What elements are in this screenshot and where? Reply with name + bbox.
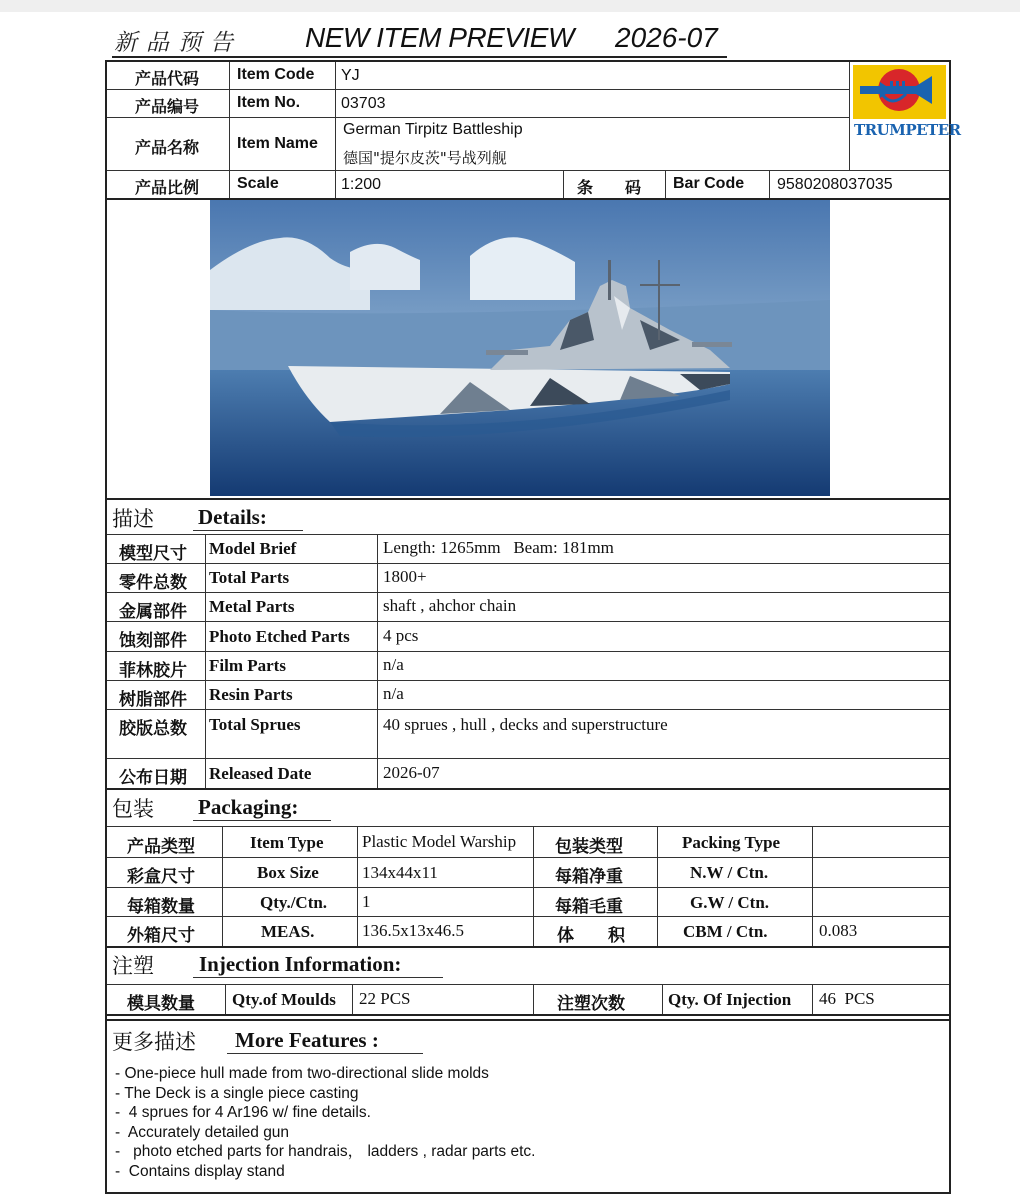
rule [229, 62, 230, 198]
detail-cn: 树脂部件 [119, 690, 187, 710]
scale-value: 1:200 [341, 176, 382, 193]
rule [662, 984, 663, 1014]
detail-cn: 菲林胶片 [119, 661, 187, 681]
underline [227, 1053, 423, 1054]
battleship-illustration [210, 200, 830, 496]
detail-value: 1800+ [383, 567, 427, 586]
feature-item: - Accurately detailed gun [115, 1123, 290, 1141]
rule [812, 984, 813, 1014]
pkg-cn: 体 积 [557, 926, 625, 946]
detail-label: Film Parts [209, 656, 286, 675]
header-cn-title: 新品预告 [114, 30, 242, 56]
underline [193, 820, 331, 821]
detail-label: Metal Parts [209, 597, 295, 616]
rule [107, 651, 949, 652]
rule [769, 170, 770, 198]
detail-value: Length: 1265mm Beam: 181mm [383, 538, 614, 557]
feature-item: - 4 sprues for 4 Ar196 w/ fine details. [115, 1104, 371, 1121]
rule [107, 758, 949, 759]
rule [107, 498, 949, 500]
spec-sheet [105, 60, 961, 1194]
rule [225, 984, 226, 1014]
rule [357, 826, 358, 946]
rule [563, 170, 564, 198]
packaging-title-en: Packaging: [198, 795, 299, 819]
item-name-value-cn: 德国"提尔皮茨"号战列舰 [343, 149, 507, 167]
pkg-label: G.W / Ctn. [690, 893, 770, 912]
detail-label: Photo Etched Parts [209, 627, 350, 646]
pkg-label: N.W / Ctn. [690, 863, 769, 882]
feature-item: - Contains display stand [115, 1162, 285, 1180]
rule [335, 62, 336, 198]
pkg-value: 134x44x11 [362, 863, 438, 882]
detail-value: 40 sprues , hull , decks and superstructure [383, 715, 668, 734]
detail-value: n/a [383, 684, 404, 703]
preview-header [112, 22, 727, 58]
feature-item: - The Deck is a single piece casting [115, 1084, 359, 1102]
packaging-title-cn: 包装 [112, 797, 154, 821]
pkg-value: 0.083 [819, 921, 858, 940]
detail-label: Total Parts [209, 568, 290, 587]
pkg-cn: 每箱毛重 [555, 897, 623, 917]
item-no-label: Item No. [237, 94, 301, 111]
features-title-cn: 更多描述 [112, 1030, 196, 1054]
details-title-cn: 描述 [112, 507, 154, 531]
detail-cn: 公布日期 [119, 768, 187, 788]
pkg-cn: 每箱数量 [127, 897, 195, 917]
injection-title-en: Injection Information: [199, 952, 402, 976]
pkg-cn: 彩盒尺寸 [127, 867, 195, 887]
detail-label: Model Brief [209, 539, 297, 558]
details-title-en: Details: [198, 505, 267, 529]
rule [665, 170, 666, 198]
rule [107, 621, 949, 622]
product-image [210, 200, 830, 496]
rule [657, 826, 658, 946]
detail-value: shaft , ahchor chain [383, 596, 517, 615]
item-name-label: Item Name [237, 135, 318, 152]
rule [107, 709, 949, 710]
detail-label: Total Sprues [209, 715, 301, 734]
injection-value: 46 PCS [819, 989, 875, 1008]
rule [222, 826, 223, 946]
rule [107, 170, 949, 171]
rule [107, 534, 949, 535]
pkg-cn: 包装类型 [555, 837, 623, 857]
item-name-cn: 产品名称 [135, 138, 200, 157]
pkg-cn: 每箱净重 [555, 867, 623, 887]
detail-cn: 金属部件 [119, 602, 187, 622]
pkg-value: 136.5x13x46.5 [362, 921, 464, 940]
pkg-value: 1 [362, 892, 371, 911]
item-code-value: YJ [341, 67, 360, 84]
detail-cn: 模型尺寸 [119, 544, 187, 564]
detail-cn: 零件总数 [119, 573, 187, 593]
scale-label: Scale [237, 175, 279, 192]
underline [193, 530, 303, 531]
item-no-cn: 产品编号 [135, 97, 200, 116]
detail-cn: 蚀刻部件 [119, 631, 187, 651]
features-title-en: More Features : [235, 1028, 379, 1052]
injection-label: Qty. Of Injection [668, 990, 792, 1009]
rule [533, 826, 534, 946]
underline [193, 977, 443, 978]
top-strip [0, 0, 1020, 12]
rule [377, 534, 378, 788]
rule [533, 984, 534, 1014]
header-en-title: NEW ITEM PREVIEW [305, 22, 574, 53]
pkg-cn: 产品类型 [127, 837, 195, 857]
detail-value: 2026-07 [383, 763, 440, 782]
item-code-label: Item Code [237, 66, 315, 83]
trumpet-icon [852, 64, 947, 168]
feature-item: - One-piece hull made from two-directional slide molds [115, 1065, 489, 1082]
detail-value: n/a [383, 655, 404, 674]
detail-cn: 胶版总数 [119, 719, 187, 739]
barcode-label: Bar Code [673, 175, 745, 192]
rule [107, 1014, 949, 1016]
item-no-value: 03703 [341, 95, 386, 112]
rule [352, 984, 353, 1014]
barcode-value: 9580208037035 [777, 176, 893, 193]
pkg-cn: 外箱尺寸 [127, 926, 195, 946]
pkg-label: Packing Type [682, 833, 781, 852]
scale-cn: 产品比例 [135, 178, 200, 197]
pkg-value: Plastic Model Warship [362, 832, 517, 851]
pkg-label: Item Type [250, 833, 324, 852]
injection-cn: 模具数量 [127, 994, 195, 1014]
rule [107, 117, 849, 118]
detail-label: Released Date [209, 764, 312, 783]
pkg-label: MEAS. [261, 922, 315, 941]
header-date: 2026-07 [615, 22, 718, 53]
pkg-label: Box Size [257, 863, 319, 882]
item-name-value-en: German Tirpitz Battleship [343, 121, 523, 138]
pkg-label: CBM / Ctn. [683, 922, 768, 941]
rule [107, 916, 949, 917]
rule [107, 984, 949, 985]
rule [107, 680, 949, 681]
rule [107, 946, 949, 948]
rule [812, 826, 813, 946]
rule [107, 563, 949, 564]
injection-label: Qty.of Moulds [232, 990, 336, 1009]
pkg-label: Qty./Ctn. [260, 893, 328, 912]
rule [107, 826, 949, 827]
rule [107, 1019, 949, 1021]
detail-label: Resin Parts [209, 685, 293, 704]
injection-title-cn: 注塑 [112, 954, 154, 978]
rule [107, 887, 949, 888]
trumpeter-logo [852, 64, 961, 168]
feature-item: - photo etched parts for handrais， ladders , radar parts etc. [115, 1143, 536, 1160]
detail-value: 4 pcs [383, 626, 419, 645]
barcode-cn: 条 码 [577, 178, 642, 197]
features-list [115, 1064, 935, 1181]
rule [107, 89, 849, 90]
rule [107, 592, 949, 593]
item-code-cn: 产品代码 [135, 69, 200, 88]
injection-value: 22 PCS [359, 989, 411, 1008]
logo-text: TRUMPETER [854, 121, 961, 139]
rule [205, 534, 206, 788]
rule [107, 788, 949, 790]
rule [849, 62, 850, 170]
injection-cn: 注塑次数 [557, 994, 625, 1014]
rule [107, 857, 949, 858]
